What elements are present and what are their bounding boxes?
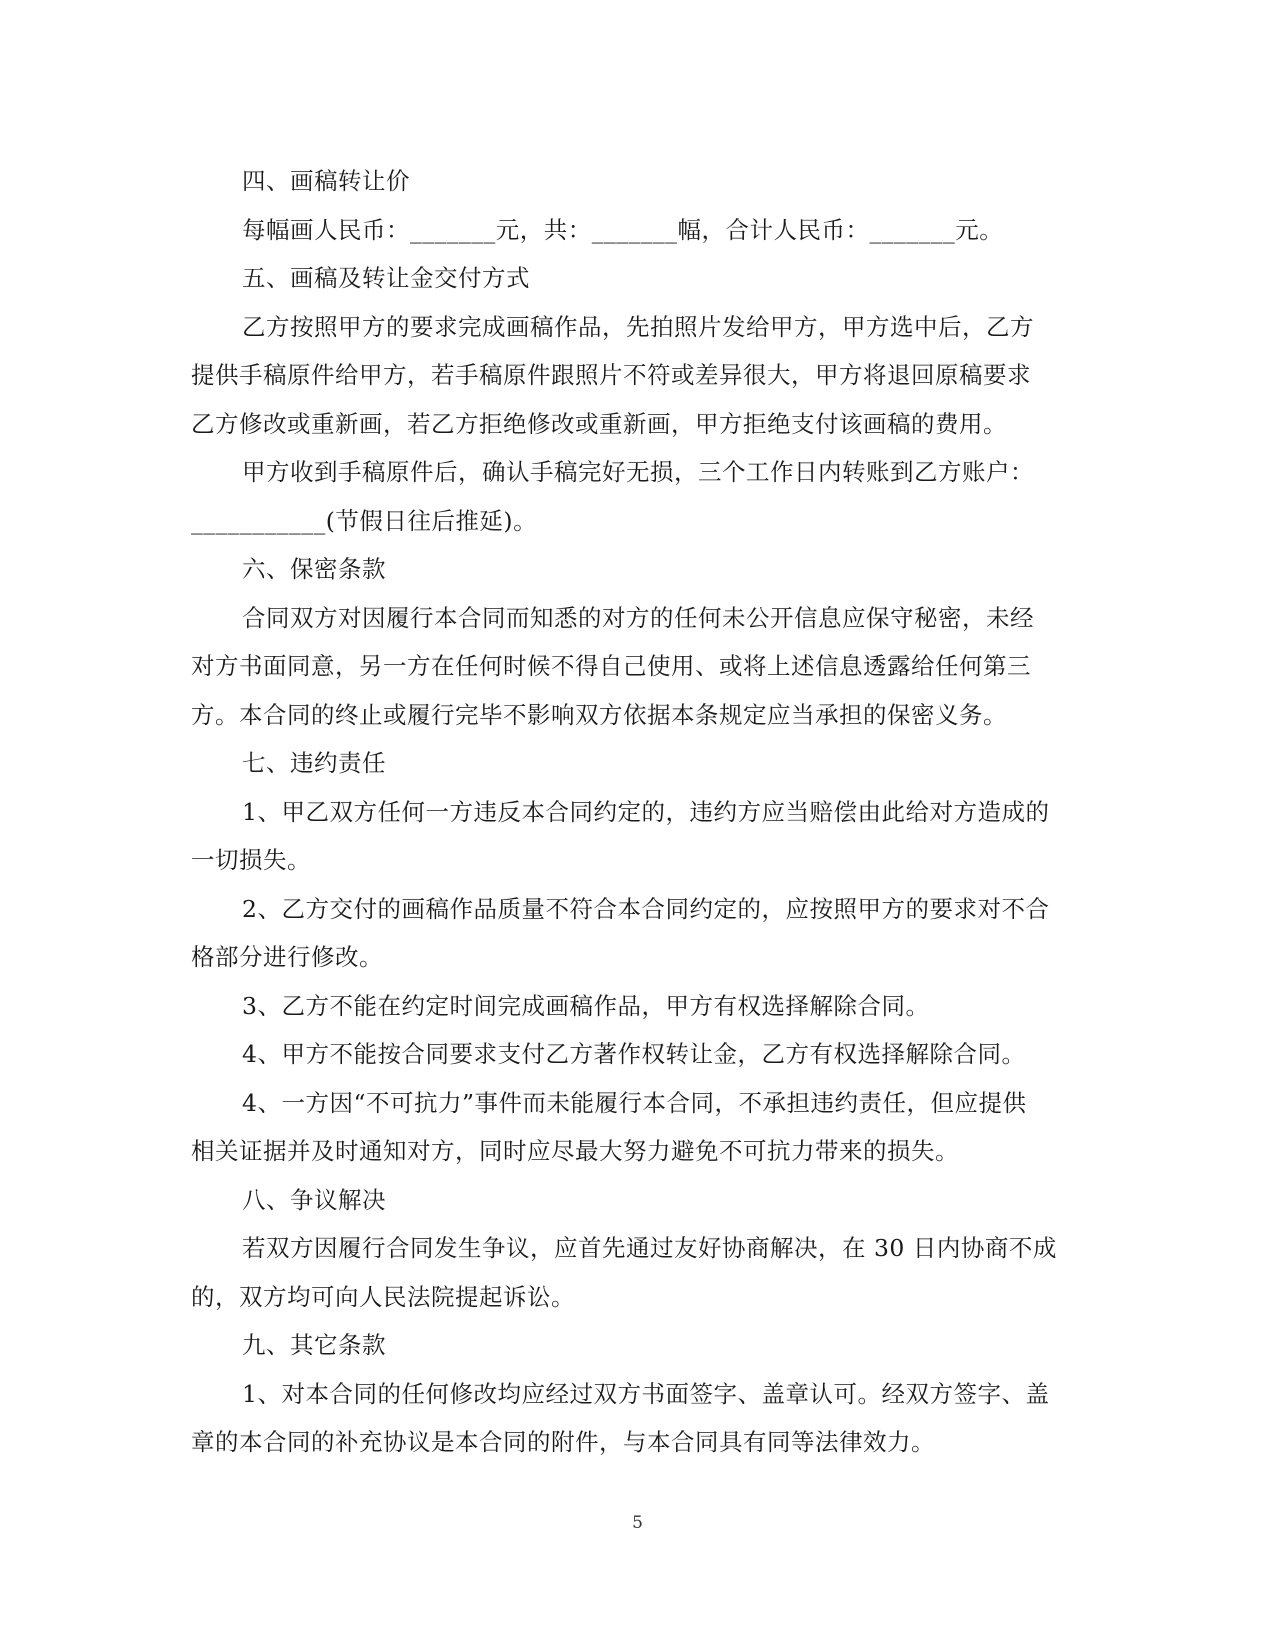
section-heading-transfer-price: 四、画稿转让价 <box>242 167 410 195</box>
clause-line: 格部分进行修改。 <box>191 943 383 971</box>
paragraph-line: 对方书面同意，另一方在任何时候不得自己使用、或将上述信息透露给任何第三 <box>191 652 1031 680</box>
section-heading-delivery: 五、画稿及转让金交付方式 <box>242 264 530 292</box>
paragraph-line: 甲方收到手稿原件后，确认手稿完好无损，三个工作日内转账到乙方账户： <box>242 458 1034 486</box>
clause-line: 1、对本合同的任何修改均应经过双方书面签字、盖章认可。经双方签字、盖 <box>242 1379 1050 1408</box>
price-line: 每幅画人民币：_______元，共：_______幅，合计人民币：_______元。 <box>242 215 1004 244</box>
section-heading-liability: 七、违约责任 <box>242 749 386 777</box>
paragraph-line: 方。本合同的终止或履行完毕不影响双方依据本条规定应当承担的保密义务。 <box>191 700 1007 729</box>
clause-line: 4、甲方不能按合同要求支付乙方著作权转让金，乙方有权选择解除合同。 <box>242 1040 1026 1068</box>
paragraph-line: 乙方修改或重新画，若乙方拒绝修改或重新画，甲方拒绝支付该画稿的费用。 <box>191 409 1007 438</box>
section-heading-other-terms: 九、其它条款 <box>242 1331 386 1359</box>
page-number: 5 <box>632 1513 643 1533</box>
document-body <box>191 157 1071 1467</box>
clause-line: 一切损失。 <box>191 846 311 874</box>
clause-line: 1、甲乙双方任何一方违反本合同约定的，违约方应当赔偿由此给对方造成的 <box>242 797 1050 826</box>
paragraph-line: ___________(节假日往后推延)。 <box>191 506 538 535</box>
paragraph-line: 若双方因履行合同发生争议，应首先通过友好协商解决，在 30 日内协商不成 <box>242 1234 1057 1262</box>
paragraph-line: 合同双方对因履行本合同而知悉的对方的任何未公开信息应保守秘密，未经 <box>242 603 1034 632</box>
clause-line: 章的本合同的补充协议是本合同的附件，与本合同具有同等法律效力。 <box>191 1428 935 1456</box>
clause-line: 3、乙方不能在约定时间完成画稿作品，甲方有权选择解除合同。 <box>242 991 930 1020</box>
paragraph-line: 提供手稿原件给甲方，若手稿原件跟照片不符或差异很大，甲方将退回原稿要求 <box>191 361 1031 389</box>
section-heading-confidentiality: 六、保密条款 <box>242 555 386 583</box>
section-heading-dispute: 八、争议解决 <box>242 1185 386 1214</box>
clause-line: 4、一方因“不可抗力”事件而未能履行本合同，不承担违约责任，但应提供 <box>242 1088 1027 1117</box>
clause-line: 相关证据并及时通知对方，同时应尽最大努力避免不可抗力带来的损失。 <box>191 1137 959 1165</box>
clause-line: 2、乙方交付的画稿作品质量不符合本合同约定的，应按照甲方的要求对不合 <box>242 894 1050 923</box>
paragraph-line: 乙方按照甲方的要求完成画稿作品，先拍照片发给甲方，甲方选中后，乙方 <box>242 312 1034 341</box>
paragraph-line: 的，双方均可向人民法院提起诉讼。 <box>191 1282 575 1311</box>
